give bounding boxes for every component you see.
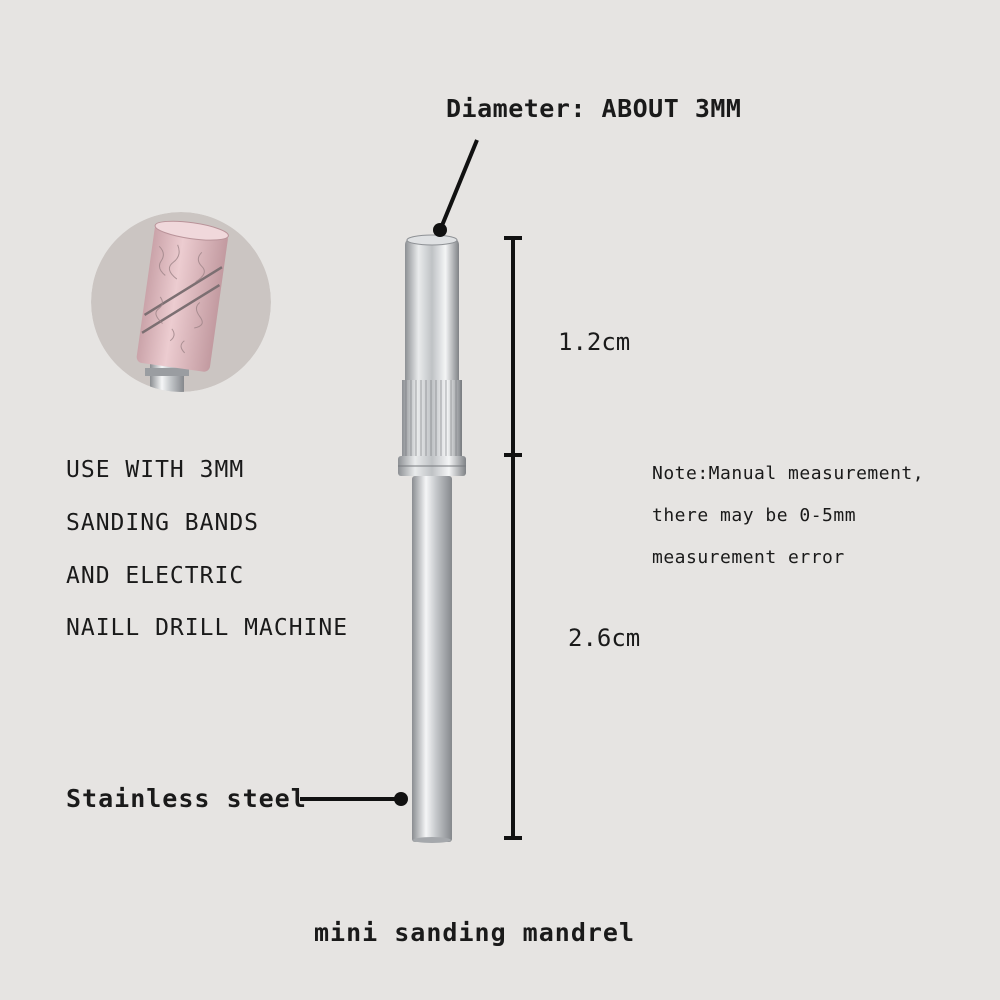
sanding-band-inset <box>91 212 271 402</box>
usage-line: AND ELECTRIC <box>66 563 245 589</box>
usage-line: USE WITH 3MM <box>66 457 245 483</box>
upper-dimension-label: 1.2cm <box>558 328 631 356</box>
material-label: Stainless steel <box>66 784 307 813</box>
diameter-pointer-line <box>441 140 477 228</box>
usage-line: SANDING BANDS <box>66 510 260 536</box>
diameter-pointer-dot <box>433 223 447 237</box>
dimension-bracket <box>504 238 522 838</box>
note-line: Note:Manual measurement, <box>652 463 925 484</box>
material-pointer-dot <box>394 792 408 806</box>
note-line: measurement error <box>652 547 845 568</box>
lower-dimension-label: 2.6cm <box>568 624 641 652</box>
usage-line: NAILL DRILL MACHINE <box>66 615 349 641</box>
product-caption: mini sanding mandrel <box>314 918 636 947</box>
diameter-label: Diameter: ABOUT 3MM <box>446 94 742 123</box>
mandrel <box>398 235 466 843</box>
note-line: there may be 0-5mm <box>652 505 857 526</box>
